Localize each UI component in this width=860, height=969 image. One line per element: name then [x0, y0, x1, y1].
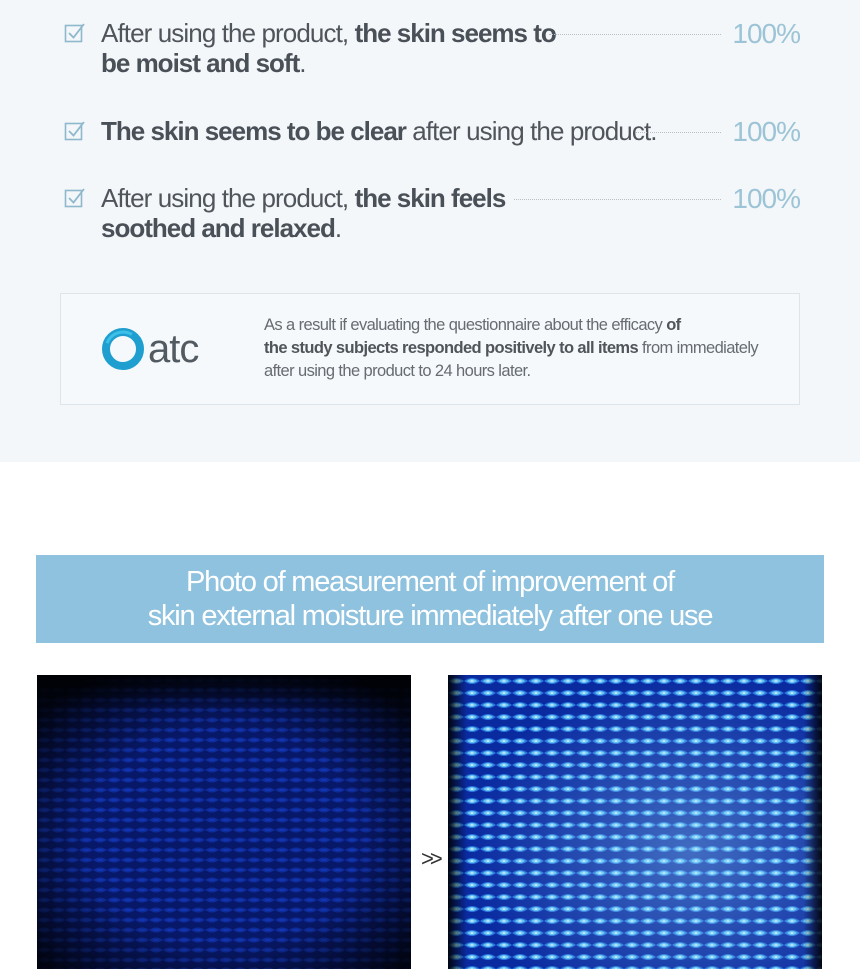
result-text: [101, 183, 505, 213]
summary-text-bold: the study subjects responded positively to all items: [264, 339, 639, 357]
checkbox-icon: [64, 120, 86, 142]
dotted-leader: [514, 199, 721, 200]
result-text-bold: the skin seems to: [354, 18, 556, 48]
result-text-regular: after using the product.: [405, 116, 657, 146]
result-text: [101, 18, 556, 48]
before-photo: [37, 675, 411, 969]
result-text-regular: After using the product,: [101, 18, 355, 48]
summary-text-bold: of: [666, 316, 681, 334]
summary-text-regular: after using the product to 24 hours later.: [264, 362, 531, 380]
result-text-bold: the skin feels: [354, 183, 506, 213]
result-text-regular: .: [334, 213, 342, 243]
double-chevron-right-icon: >>: [421, 846, 439, 871]
results-section: [0, 0, 860, 462]
banner-title-line1: Photo of measurement of improvement of: [186, 566, 674, 598]
result-text-bold: The skin seems to be clear: [101, 116, 406, 146]
result-text-line2: [101, 213, 341, 243]
svg-text:atc: atc: [148, 327, 199, 371]
dotted-leader: [636, 132, 721, 133]
result-text-regular: After using the product,: [101, 183, 355, 213]
checkbox-icon: [64, 187, 86, 209]
result-text-regular: .: [299, 48, 306, 78]
result-row: [64, 116, 804, 150]
result-text: [101, 116, 657, 146]
result-percent: 100%: [732, 18, 800, 49]
atc-logo: [101, 326, 221, 372]
result-percent: 100%: [732, 183, 800, 214]
summary-text: [264, 314, 784, 383]
result-row: [64, 183, 804, 247]
result-text-line2: [101, 48, 306, 78]
after-photo: [448, 675, 822, 969]
dotted-leader: [549, 34, 721, 35]
result-row: [64, 18, 804, 82]
measurement-banner: [36, 555, 824, 643]
summary-text-regular: from immediately: [638, 339, 759, 357]
checkbox-icon: [64, 22, 86, 44]
before-moisture-image: [37, 675, 411, 969]
summary-box: [60, 293, 800, 405]
after-moisture-image: [448, 675, 822, 969]
result-text-bold: soothed and relaxed: [101, 213, 335, 243]
banner-title-line2: skin external moisture immediately after one use: [147, 600, 713, 632]
result-percent: 100%: [732, 116, 800, 147]
summary-text-regular: As a result if evaluating the questionnaire about the efficacy: [264, 316, 667, 334]
result-text-bold: be moist and soft: [101, 48, 300, 78]
